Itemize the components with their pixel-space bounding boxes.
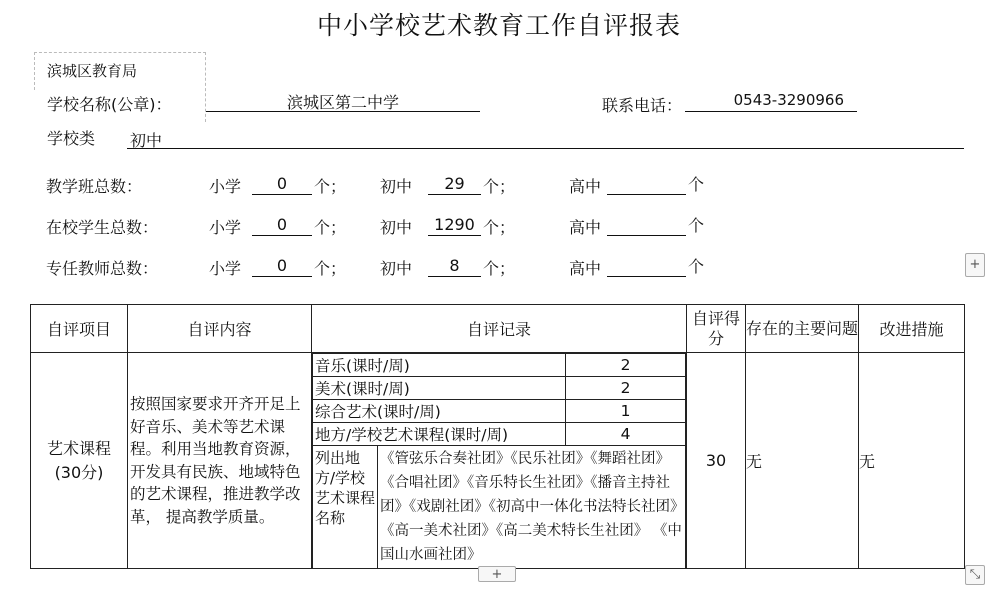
cell-problems[interactable] <box>746 353 859 569</box>
unit-sep: 个； <box>483 259 516 278</box>
senior-label: 高中 <box>569 218 602 237</box>
cell-score[interactable]: 30 <box>687 353 746 569</box>
evaluation-table <box>30 304 965 569</box>
resize-icon[interactable]: ⤡ <box>965 565 985 585</box>
record-label[interactable]: 美术(课时/周) <box>313 377 566 400</box>
record-label[interactable]: 地方/学校艺术课程(课时/周) <box>313 423 566 446</box>
record-label[interactable]: 综合艺术(课时/周) <box>313 400 566 423</box>
unit-sep: 个； <box>314 259 347 278</box>
primary-count-field[interactable]: 0 <box>252 254 312 277</box>
senior-count-field[interactable] <box>607 172 686 195</box>
record-row <box>313 423 686 446</box>
district-name: 滨城区教育局 <box>47 62 138 80</box>
unit: 个 <box>688 175 705 194</box>
school-type-label: 学校类 <box>47 129 96 148</box>
junior-count-field[interactable]: 8 <box>428 254 481 277</box>
guide-line <box>34 52 206 53</box>
guide-line <box>34 52 35 90</box>
senior-count-field[interactable] <box>607 213 686 236</box>
phone-label: 联系电话： <box>602 96 683 115</box>
record-row <box>313 400 686 423</box>
senior-label: 高中 <box>569 259 602 278</box>
unit-sep: 个； <box>483 218 516 237</box>
cell-content[interactable]: 按照国家要求开齐开足上好音乐、美术等艺术课程。利用当地教育资源，开发具有民族、地域特色的艺术课程，推进教学改革， 提高教学质量。 <box>128 353 312 569</box>
cell-item[interactable]: 艺术课程(30分) <box>31 353 128 569</box>
stat-label: 教学班总数： <box>46 177 143 196</box>
unit-sep: 个； <box>483 177 516 196</box>
record-value[interactable]: 2 <box>566 377 686 400</box>
stat-label: 在校学生总数： <box>46 218 159 237</box>
clubs-label: 列出地方/学校艺术课程名称 <box>313 446 378 569</box>
measures-value: 无 <box>859 452 876 471</box>
junior-label: 初中 <box>380 218 413 237</box>
table-row <box>31 353 965 569</box>
header-content: 自评内容 <box>128 305 312 353</box>
header-record: 自评记录 <box>312 305 687 353</box>
clubs-list[interactable]: 《管弦乐合奏社团》《民乐社团》《舞蹈社团》《合唱社团》《音乐特长生社团》《播音主持社团》《戏剧社团》《初高中一体化书法特长社团》《高一美术社团》《高二美术特长生社团》 《中国山水画社团》 <box>378 446 686 569</box>
senior-label: 高中 <box>569 177 602 196</box>
header-item: 自评项目 <box>31 305 128 353</box>
add-row-button[interactable]: + <box>478 566 516 582</box>
senior-count-field[interactable] <box>607 254 686 277</box>
junior-count-field[interactable]: 1290 <box>428 213 481 236</box>
record-subtable <box>312 353 686 568</box>
school-name-field[interactable]: 滨城区第二中学 <box>206 90 480 112</box>
record-value[interactable]: 2 <box>566 354 686 377</box>
unit-sep: 个； <box>314 218 347 237</box>
cell-record <box>312 353 687 569</box>
school-type-value: 初中 <box>130 131 163 150</box>
record-row <box>313 377 686 400</box>
school-type-field[interactable] <box>127 128 964 149</box>
primary-count-field[interactable]: 0 <box>252 213 312 236</box>
add-column-button[interactable]: + <box>965 253 985 277</box>
problems-value: 无 <box>746 452 763 471</box>
primary-label: 小学 <box>209 259 242 278</box>
unit: 个 <box>688 216 705 235</box>
phone-value: 0543-3290966 <box>733 91 844 109</box>
phone-field[interactable] <box>685 91 857 112</box>
primary-count-field[interactable]: 0 <box>252 172 312 195</box>
header-problems: 存在的主要问题 <box>746 305 859 353</box>
document-title: 中小学校艺术教育工作自评报表 <box>316 11 681 40</box>
record-row <box>313 446 686 569</box>
primary-label: 小学 <box>209 177 242 196</box>
record-label[interactable]: 音乐(课时/周) <box>313 354 566 377</box>
stat-label: 专任教师总数： <box>46 259 159 278</box>
cell-measures[interactable] <box>859 353 965 569</box>
junior-label: 初中 <box>380 177 413 196</box>
junior-count-field[interactable]: 29 <box>428 172 481 195</box>
record-value[interactable]: 4 <box>566 423 686 446</box>
record-row <box>313 354 686 377</box>
school-name-label: 学校名称(公章)： <box>47 95 172 114</box>
unit: 个 <box>688 257 705 276</box>
record-value[interactable]: 1 <box>566 400 686 423</box>
header-measures: 改进措施 <box>859 305 965 353</box>
primary-label: 小学 <box>209 218 242 237</box>
unit-sep: 个； <box>314 177 347 196</box>
junior-label: 初中 <box>380 259 413 278</box>
header-score: 自评得分 <box>687 305 746 353</box>
